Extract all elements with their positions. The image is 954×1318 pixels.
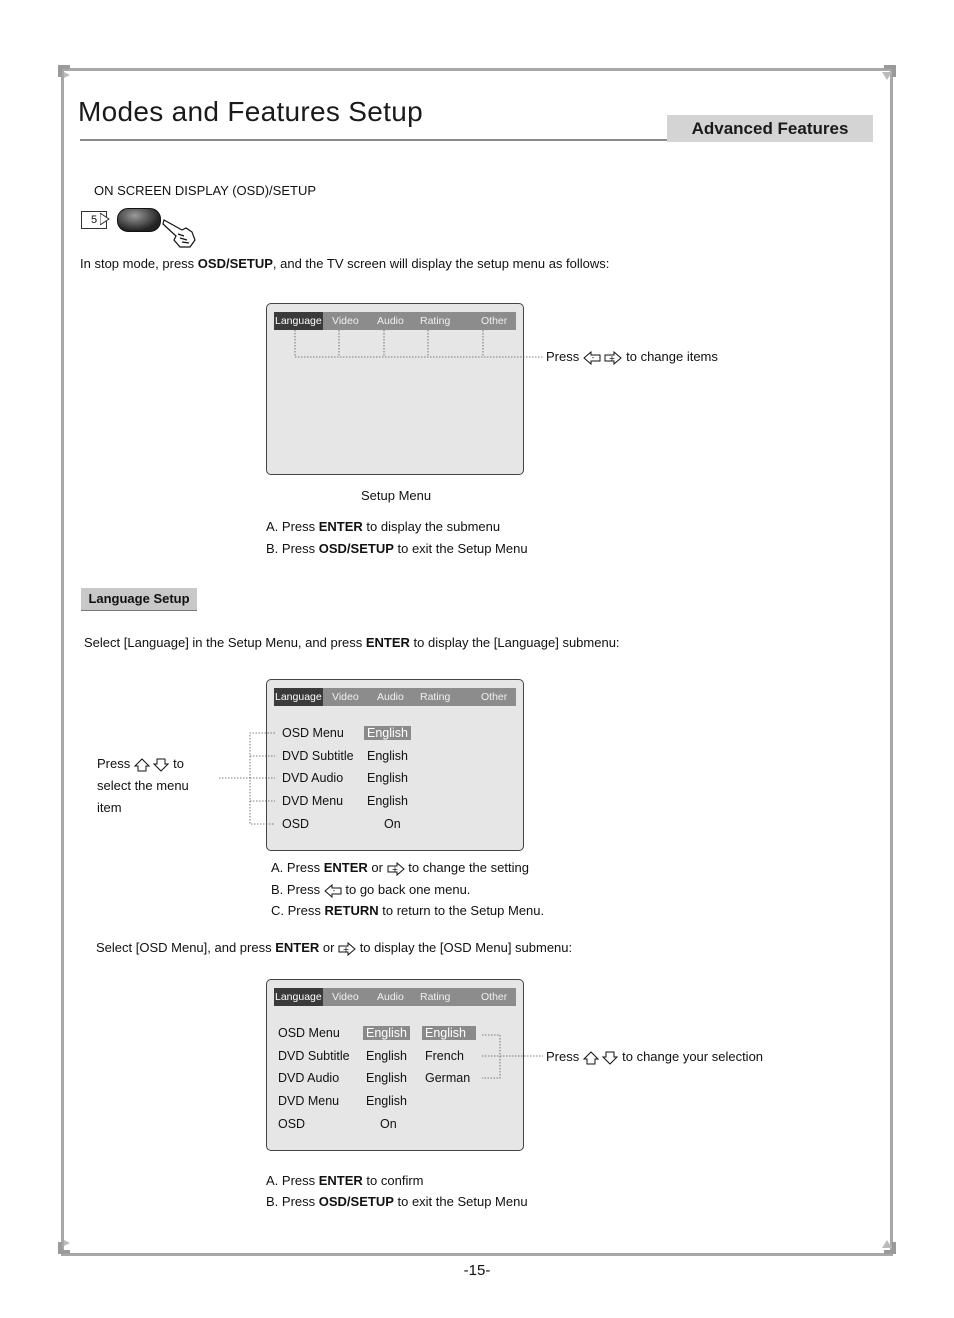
select-item-callout: Press to select the menu item xyxy=(97,756,189,815)
menu-row-dvd-subtitle[interactable]: DVD Subtitle xyxy=(278,1049,350,1063)
menu-row-dvd-audio[interactable]: DVD Audio xyxy=(282,771,344,785)
option-german[interactable]: German xyxy=(425,1071,471,1085)
value-osd-menu[interactable]: English xyxy=(363,1026,410,1040)
svg-text:+: + xyxy=(342,944,350,954)
osd-step-a: A. Press ENTER to confirm xyxy=(266,1173,424,1188)
tab-audio[interactable]: Audio xyxy=(377,691,404,703)
value-dvd-menu[interactable]: English xyxy=(366,1094,407,1108)
menu-row-dvd-subtitle[interactable]: DVD Subtitle xyxy=(282,749,354,763)
language-step-a: A. Press ENTER or + to change the setting xyxy=(271,860,529,875)
value-dvd-subtitle[interactable]: English xyxy=(367,749,408,763)
menu-row-dvd-audio[interactable]: DVD Audio xyxy=(278,1071,340,1085)
tab-video[interactable]: Video xyxy=(332,691,359,703)
page-title: Modes and Features Setup xyxy=(78,96,423,127)
option-english[interactable]: English xyxy=(422,1026,476,1040)
osd-heading: ON SCREEN DISPLAY (OSD)/SETUP xyxy=(94,183,317,198)
tab-rating[interactable]: Rating xyxy=(420,691,451,703)
svg-text:+: + xyxy=(391,864,398,874)
value-osd[interactable]: On xyxy=(384,817,401,831)
tab-video[interactable]: Video xyxy=(332,315,359,327)
menu-row-osd-menu[interactable]: OSD Menu xyxy=(282,726,344,740)
setup-menu-caption: Setup Menu xyxy=(361,488,432,503)
language-step-c: C. Press RETURN to return to the Setup Menu. xyxy=(271,903,545,918)
tab-video[interactable]: Video xyxy=(332,991,359,1003)
tab-language[interactable]: Language xyxy=(274,988,323,1006)
tab-audio[interactable]: Audio xyxy=(377,315,404,327)
osd-menu-intro: Select [OSD Menu], and press ENTER or + to display the [OSD Menu] submenu: xyxy=(96,940,573,955)
tab-other[interactable]: Other xyxy=(481,691,508,703)
tab-language[interactable]: Language xyxy=(274,312,323,330)
button-number-box: 5 xyxy=(81,211,107,229)
value-osd-menu[interactable]: English xyxy=(364,726,411,740)
menu-row-dvd-menu[interactable]: DVD Menu xyxy=(282,794,344,808)
value-dvd-menu[interactable]: English xyxy=(367,794,408,808)
svg-text:-: - xyxy=(591,353,595,362)
language-step-b: B. Press - to go back one menu. xyxy=(271,882,471,897)
svg-text:+: + xyxy=(609,353,616,363)
value-dvd-audio[interactable]: English xyxy=(366,1071,407,1085)
menu-row-osd[interactable]: OSD xyxy=(282,817,310,831)
tab-rating[interactable]: Rating xyxy=(420,991,451,1003)
menu-row-osd[interactable]: OSD xyxy=(278,1117,306,1131)
section-badge: Advanced Features xyxy=(667,115,873,142)
setup-step-a: A. Press ENTER to display the submenu xyxy=(266,519,501,534)
value-dvd-subtitle[interactable]: English xyxy=(366,1049,407,1063)
menu-row-osd-menu[interactable]: OSD Menu xyxy=(278,1026,340,1040)
menu-row-dvd-menu[interactable]: DVD Menu xyxy=(278,1094,340,1108)
change-selection-callout: Press to change your selection xyxy=(546,1049,764,1064)
tab-other[interactable]: Other xyxy=(481,315,508,327)
tab-rating[interactable]: Rating xyxy=(420,315,451,327)
intro-line: In stop mode, press OSD/SETUP, and the TV screen will display the setup menu as follows: xyxy=(80,256,610,271)
page-number: -15- xyxy=(463,1262,491,1279)
language-intro: Select [Language] in the Setup Menu, and press ENTER to display the [Language] submenu: xyxy=(84,635,620,650)
change-items-callout: Press - + to change items xyxy=(546,349,718,364)
language-setup-badge: Language Setup xyxy=(81,588,197,611)
tab-other[interactable]: Other xyxy=(481,991,508,1003)
value-osd[interactable]: On xyxy=(380,1117,397,1131)
osd-step-b: B. Press OSD/SETUP to exit the Setup Menu xyxy=(266,1194,528,1209)
value-dvd-audio[interactable]: English xyxy=(367,771,408,785)
tab-language[interactable]: Language xyxy=(274,688,323,706)
setup-step-b: B. Press OSD/SETUP to exit the Setup Menu xyxy=(266,541,528,556)
option-french[interactable]: French xyxy=(425,1049,464,1063)
svg-text:-: - xyxy=(332,886,336,895)
tab-audio[interactable]: Audio xyxy=(377,991,404,1003)
